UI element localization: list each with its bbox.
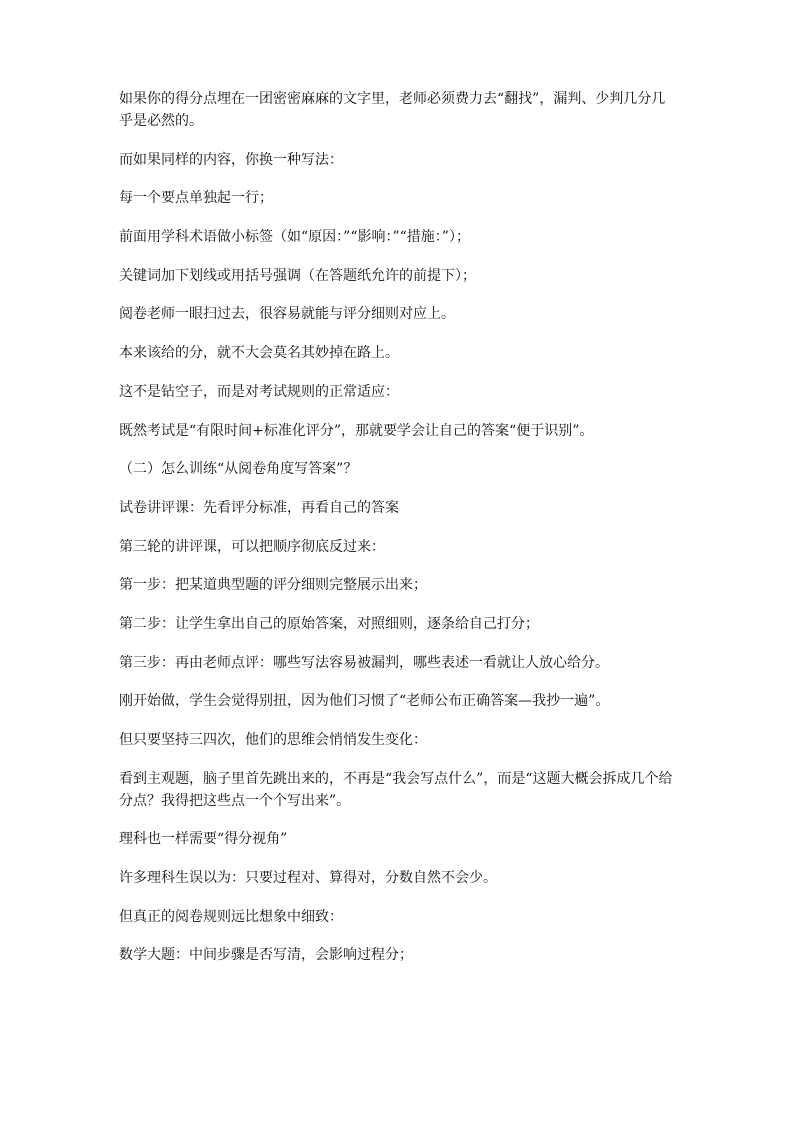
paragraph-subjective-questions: 看到主观题，脑子里首先跳出来的，不再是“我会写点什么”，而是“这题大概会拆成几个给分点？我得把这些点一个个写出来”。 [119, 770, 673, 809]
paragraph-subject-labels: 前面用学科术语做小标签（如“原因：”“影响：”“措施：”）； [119, 229, 470, 246]
paragraph-grader-matches: 阅卷老师一眼扫过去，很容易就能与评分细则对应上。 [119, 306, 455, 323]
paragraph-different-writing: 而如果同样的内容，你换一种写法： [119, 151, 343, 168]
section-heading-training: （二）怎么训练“从阅卷角度写答案”？ [119, 461, 358, 478]
paragraph-step-one: 第一步：把某道典型题的评分细则完整展示出来； [119, 577, 427, 594]
paragraph-not-a-loophole: 这不是钻空子，而是对考试规则的正常适应： [119, 383, 399, 400]
paragraph-scoring-points-buried: 如果你的得分点埋在一团密密麻麻的文字里，老师必须费力去“翻找”，漏判、少判几分几乎是必然的。 [119, 91, 666, 129]
paragraph-step-two: 第二步：让学生拿出自己的原始答案，对照细则，逐条给自己打分； [119, 615, 539, 632]
paragraph-science-perspective: 理科也一样需要“得分视角” [119, 831, 288, 848]
paragraph-persist: 但只要坚持三四次，他们的思维会悄悄发生变化： [119, 732, 427, 748]
paragraph-science-misconception: 许多理科生误以为：只要过程对、算得对，分数自然不会少。 [119, 870, 497, 887]
paragraph-awkward-at-first: 刚开始做，学生会觉得别扭，因为他们习惯了“老师公布正确答案—我抄一遍”。 [119, 693, 610, 710]
paragraph-keyword-emphasis: 关键词加下划线或用括号强调（在答题纸允许的前提下）； [119, 267, 476, 284]
document-body [119, 88, 679, 983]
paragraph-one-point-per-line: 每一个要点单独起一行； [119, 190, 273, 207]
paragraph-math-steps: 数学大题：中间步骤是否写清，会影响过程分； [119, 947, 413, 964]
paragraph-review-class: 试卷讲评课：先看评分标准，再看自己的答案 [119, 499, 399, 516]
paragraph-step-three: 第三步：再由老师点评：哪些写法容易被漏判，哪些表述一看就让人放心给分。 [119, 654, 609, 671]
paragraph-easy-to-identify: 既然考试是“有限时间+标准化评分”，那就要学会让自己的答案“便于识别”。 [119, 422, 594, 439]
paragraph-grading-rules: 但真正的阅卷规则远比想象中细致： [119, 908, 343, 925]
paragraph-points-not-lost: 本来该给的分，就不大会莫名其妙掉在路上。 [119, 345, 399, 362]
paragraph-third-round: 第三轮的讲评课，可以把顺序彻底反过来： [119, 538, 385, 555]
